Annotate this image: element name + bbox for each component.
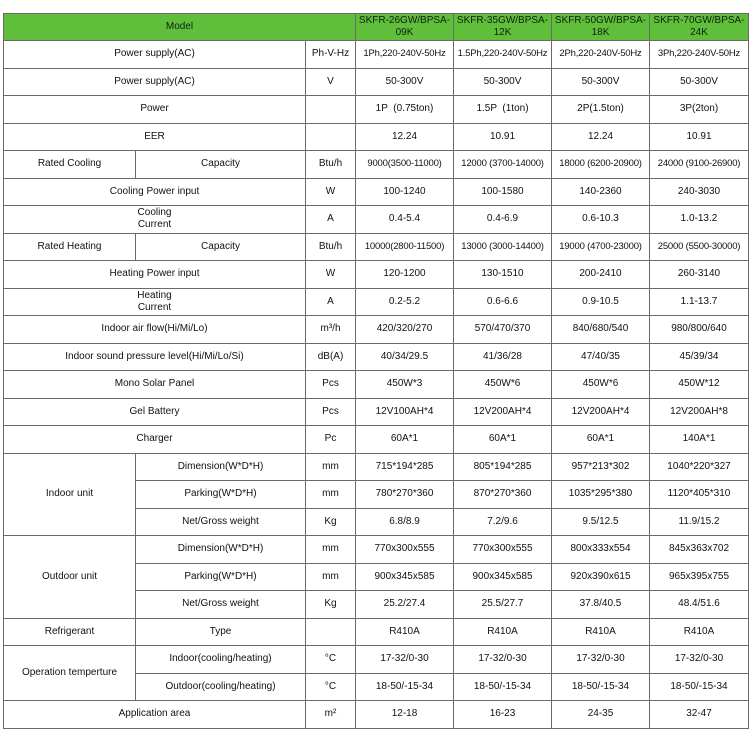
row-unit: Kg bbox=[306, 508, 356, 536]
value-cell: 18-50/-15-34 bbox=[552, 673, 650, 701]
value-cell: 12.24 bbox=[356, 123, 454, 151]
value-cell: 1040*220*327 bbox=[650, 453, 749, 481]
value-cell: 7.2/9.6 bbox=[454, 508, 552, 536]
row-label-line: Current bbox=[137, 301, 172, 313]
value-cell: 18-50/-15-34 bbox=[454, 673, 552, 701]
value-cell: 6.8/8.9 bbox=[356, 508, 454, 536]
value-cell: 17-32/0-30 bbox=[454, 646, 552, 674]
row-label-line: Current bbox=[137, 219, 172, 231]
model-label: Model bbox=[4, 14, 356, 41]
row-label: Dimension(W*D*H) bbox=[136, 453, 306, 481]
table-row bbox=[4, 701, 749, 729]
value-cell: 715*194*285 bbox=[356, 453, 454, 481]
row-label: Capacity bbox=[136, 151, 306, 179]
value-cell: 60A*1 bbox=[454, 426, 552, 454]
value-cell: 25.5/27.7 bbox=[454, 591, 552, 619]
value-cell: 957*213*302 bbox=[552, 453, 650, 481]
group-label: Outdoor unit bbox=[4, 536, 136, 619]
value-cell: 19000 (4700-23000) bbox=[552, 233, 650, 261]
row-label: Type bbox=[136, 618, 306, 646]
value-cell: 12.24 bbox=[552, 123, 650, 151]
row-unit: °C bbox=[306, 673, 356, 701]
row-label: Outdoor(cooling/heating) bbox=[136, 673, 306, 701]
row-label: Power bbox=[4, 96, 306, 124]
row-unit bbox=[306, 618, 356, 646]
value-cell: 24-35 bbox=[552, 701, 650, 729]
row-label: Power supply(AC) bbox=[4, 41, 306, 69]
value-cell: 100-1580 bbox=[454, 178, 552, 206]
value-cell: 0.6-10.3 bbox=[552, 206, 650, 234]
row-unit: Btu/h bbox=[306, 151, 356, 179]
value-cell: 50-300V bbox=[454, 68, 552, 96]
table-row bbox=[4, 343, 749, 371]
value-cell: 12-18 bbox=[356, 701, 454, 729]
value-cell: 47/40/35 bbox=[552, 343, 650, 371]
table-row bbox=[4, 233, 749, 261]
value-cell: 780*270*360 bbox=[356, 481, 454, 509]
value-cell: 1.5Ph,220-240V-50Hz bbox=[454, 41, 552, 69]
value-cell: 450W*6 bbox=[454, 371, 552, 399]
value-cell: 11.9/15.2 bbox=[650, 508, 749, 536]
value-cell: 450W*3 bbox=[356, 371, 454, 399]
row-label: Parking(W*D*H) bbox=[136, 563, 306, 591]
value-cell: 50-300V bbox=[356, 68, 454, 96]
table-row bbox=[4, 536, 749, 564]
table-row bbox=[4, 123, 749, 151]
row-unit: Btu/h bbox=[306, 233, 356, 261]
row-unit: m³/h bbox=[306, 316, 356, 344]
header-row bbox=[4, 14, 749, 41]
value-cell: 50-300V bbox=[552, 68, 650, 96]
table-row bbox=[4, 151, 749, 179]
value-cell: 12V200AH*8 bbox=[650, 398, 749, 426]
row-label: Indoor sound pressure level(Hi/Mi/Lo/Si) bbox=[4, 343, 306, 371]
value-cell: 48.4/51.6 bbox=[650, 591, 749, 619]
value-cell: 32-47 bbox=[650, 701, 749, 729]
value-cell: 800x333x554 bbox=[552, 536, 650, 564]
value-cell: 18000 (6200-20900) bbox=[552, 151, 650, 179]
value-cell: 24000 (9100-26900) bbox=[650, 151, 749, 179]
row-unit: Pcs bbox=[306, 371, 356, 399]
value-cell: 140-2360 bbox=[552, 178, 650, 206]
row-unit: dB(A) bbox=[306, 343, 356, 371]
row-label: EER bbox=[4, 123, 306, 151]
value-cell: 100-1240 bbox=[356, 178, 454, 206]
row-unit: Pc bbox=[306, 426, 356, 454]
row-unit: °C bbox=[306, 646, 356, 674]
value-cell: 3P(2ton) bbox=[650, 96, 749, 124]
value-cell: 140A*1 bbox=[650, 426, 749, 454]
table-row bbox=[4, 206, 749, 234]
value-cell: 805*194*285 bbox=[454, 453, 552, 481]
value-cell: 25000 (5500-30000) bbox=[650, 233, 749, 261]
value-cell: 0.9-10.5 bbox=[552, 288, 650, 316]
group-label: Operation temperture bbox=[4, 646, 136, 701]
value-cell: 240-3030 bbox=[650, 178, 749, 206]
value-cell: 10.91 bbox=[650, 123, 749, 151]
value-cell: 17-32/0-30 bbox=[552, 646, 650, 674]
value-cell: 17-32/0-30 bbox=[650, 646, 749, 674]
value-cell: 130-1510 bbox=[454, 261, 552, 289]
value-cell: 60A*1 bbox=[356, 426, 454, 454]
value-cell: 3Ph,220-240V-50Hz bbox=[650, 41, 749, 69]
value-cell: 40/34/29.5 bbox=[356, 343, 454, 371]
value-cell: 2P(1.5ton) bbox=[552, 96, 650, 124]
value-cell: 450W*6 bbox=[552, 371, 650, 399]
row-unit: mm bbox=[306, 481, 356, 509]
row-label-line: Heating bbox=[137, 289, 172, 301]
value-cell: 570/470/370 bbox=[454, 316, 552, 344]
row-unit: Pcs bbox=[306, 398, 356, 426]
table-row bbox=[4, 261, 749, 289]
row-label: Gel Battery bbox=[4, 398, 306, 426]
model-name: SKFR-26GW/BPSA-09K bbox=[356, 14, 454, 41]
table-row bbox=[4, 68, 749, 96]
group-label: Indoor unit bbox=[4, 453, 136, 536]
table-row bbox=[4, 453, 749, 481]
row-unit: W bbox=[306, 261, 356, 289]
row-unit: A bbox=[306, 206, 356, 234]
value-cell: 10.91 bbox=[454, 123, 552, 151]
value-cell: 1Ph,220-240V-50Hz bbox=[356, 41, 454, 69]
value-cell: 13000 (3000-14400) bbox=[454, 233, 552, 261]
value-cell: 12V100AH*4 bbox=[356, 398, 454, 426]
model-name: SKFR-35GW/BPSA-12K bbox=[454, 14, 552, 41]
value-cell: 845x363x702 bbox=[650, 536, 749, 564]
row-unit: mm bbox=[306, 453, 356, 481]
value-cell: 18-50/-15-34 bbox=[356, 673, 454, 701]
value-cell: 770x300x555 bbox=[454, 536, 552, 564]
row-label-line: Cooling bbox=[137, 207, 172, 219]
value-cell: 260-3140 bbox=[650, 261, 749, 289]
value-cell: 900x345x585 bbox=[454, 563, 552, 591]
value-cell: 1.5P (1ton) bbox=[454, 96, 552, 124]
row-unit: m² bbox=[306, 701, 356, 729]
value-cell: 10000(2800-11500) bbox=[356, 233, 454, 261]
value-cell: 980/800/640 bbox=[650, 316, 749, 344]
table-row bbox=[4, 618, 749, 646]
row-unit: Kg bbox=[306, 591, 356, 619]
row-label: Mono Solar Panel bbox=[4, 371, 306, 399]
value-cell: 17-32/0-30 bbox=[356, 646, 454, 674]
value-cell: 450W*12 bbox=[650, 371, 749, 399]
value-cell: 16-23 bbox=[454, 701, 552, 729]
value-cell: 12V200AH*4 bbox=[552, 398, 650, 426]
row-unit: A bbox=[306, 288, 356, 316]
row-label bbox=[4, 288, 306, 316]
value-cell: 9.5/12.5 bbox=[552, 508, 650, 536]
value-cell: 920x390x615 bbox=[552, 563, 650, 591]
value-cell: 900x345x585 bbox=[356, 563, 454, 591]
value-cell: 0.2-5.2 bbox=[356, 288, 454, 316]
value-cell: R410A bbox=[356, 618, 454, 646]
row-label: Dimension(W*D*H) bbox=[136, 536, 306, 564]
table-row bbox=[4, 178, 749, 206]
value-cell: 12000 (3700-14000) bbox=[454, 151, 552, 179]
row-label: Heating Power input bbox=[4, 261, 306, 289]
value-cell: R410A bbox=[454, 618, 552, 646]
table-row bbox=[4, 96, 749, 124]
value-cell: 965x395x755 bbox=[650, 563, 749, 591]
value-cell: 1035*295*380 bbox=[552, 481, 650, 509]
value-cell: 200-2410 bbox=[552, 261, 650, 289]
row-unit bbox=[306, 96, 356, 124]
value-cell: 12V200AH*4 bbox=[454, 398, 552, 426]
value-cell: 37.8/40.5 bbox=[552, 591, 650, 619]
row-unit: W bbox=[306, 178, 356, 206]
value-cell: 120-1200 bbox=[356, 261, 454, 289]
value-cell: 1.1-13.7 bbox=[650, 288, 749, 316]
row-label: Cooling Power input bbox=[4, 178, 306, 206]
group-label: Rated Heating bbox=[4, 233, 136, 261]
table-row bbox=[4, 41, 749, 69]
value-cell: 25.2/27.4 bbox=[356, 591, 454, 619]
row-label: Net/Gross weight bbox=[136, 591, 306, 619]
row-label: Capacity bbox=[136, 233, 306, 261]
row-label: Parking(W*D*H) bbox=[136, 481, 306, 509]
value-cell: 41/36/28 bbox=[454, 343, 552, 371]
value-cell: 1120*405*310 bbox=[650, 481, 749, 509]
row-unit: V bbox=[306, 68, 356, 96]
row-unit: mm bbox=[306, 536, 356, 564]
value-cell: 840/680/540 bbox=[552, 316, 650, 344]
value-cell: 45/39/34 bbox=[650, 343, 749, 371]
value-cell: 1P (0.75ton) bbox=[356, 96, 454, 124]
row-label: Net/Gross weight bbox=[136, 508, 306, 536]
value-cell: 1.0-13.2 bbox=[650, 206, 749, 234]
value-cell: 0.6-6.6 bbox=[454, 288, 552, 316]
row-unit: mm bbox=[306, 563, 356, 591]
row-label: Indoor air flow(Hi/Mi/Lo) bbox=[4, 316, 306, 344]
group-label: Refrigerant bbox=[4, 618, 136, 646]
value-cell: 18-50/-15-34 bbox=[650, 673, 749, 701]
table-row bbox=[4, 646, 749, 674]
model-name: SKFR-50GW/BPSA-18K bbox=[552, 14, 650, 41]
table-row bbox=[4, 426, 749, 454]
table-row bbox=[4, 371, 749, 399]
value-cell: 60A*1 bbox=[552, 426, 650, 454]
value-cell: 0.4-6.9 bbox=[454, 206, 552, 234]
row-unit: Ph-V-Hz bbox=[306, 41, 356, 69]
table-row bbox=[4, 316, 749, 344]
spec-table bbox=[3, 13, 749, 729]
table-row bbox=[4, 398, 749, 426]
value-cell: 870*270*360 bbox=[454, 481, 552, 509]
value-cell: 2Ph,220-240V-50Hz bbox=[552, 41, 650, 69]
row-label: Application area bbox=[4, 701, 306, 729]
table-row bbox=[4, 288, 749, 316]
value-cell: 420/320/270 bbox=[356, 316, 454, 344]
value-cell: 770x300x555 bbox=[356, 536, 454, 564]
row-unit bbox=[306, 123, 356, 151]
row-label: Indoor(cooling/heating) bbox=[136, 646, 306, 674]
value-cell: 50-300V bbox=[650, 68, 749, 96]
value-cell: R410A bbox=[650, 618, 749, 646]
value-cell: 9000(3500-11000) bbox=[356, 151, 454, 179]
row-label: Power supply(AC) bbox=[4, 68, 306, 96]
value-cell: 0.4-5.4 bbox=[356, 206, 454, 234]
model-name: SKFR-70GW/BPSA-24K bbox=[650, 14, 749, 41]
group-label: Rated Cooling bbox=[4, 151, 136, 179]
row-label bbox=[4, 206, 306, 234]
row-label: Charger bbox=[4, 426, 306, 454]
value-cell: R410A bbox=[552, 618, 650, 646]
